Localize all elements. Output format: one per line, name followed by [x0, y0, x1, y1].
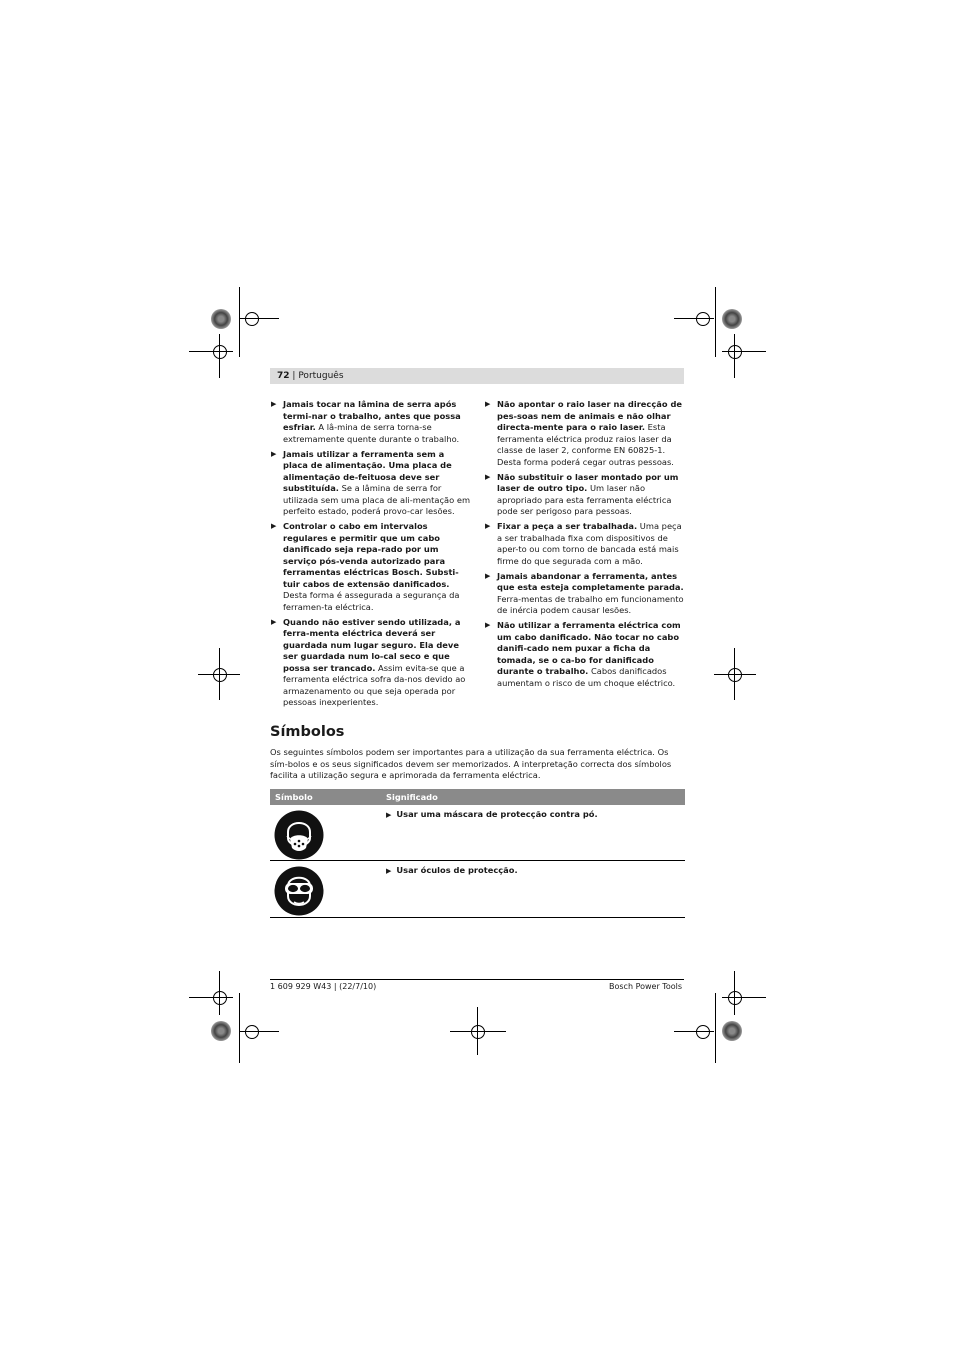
list-item: ▶ Jamais tocar na lâmina de serra após termi-nar o trabalho, antes que possa esfriar. A lâ-mina de serra torna-se extremamente quente durante o trabalho.	[271, 399, 461, 444]
crosshair-icon	[728, 668, 742, 682]
bullet-icon: ▶	[485, 400, 491, 408]
safety-goggles-icon	[274, 866, 324, 916]
color-target-icon	[722, 1021, 742, 1041]
table-row	[270, 861, 685, 918]
list-item: ▶ Controlar o cabo em intervalos regulares e permitir que um cabo danificado seja repa-rado por um serviço pós-venda autorizado para ferramentas eléctricas Bosch. Substi-tuir cabos de extensão danificados. Desta forma é assegurada a segurança da ferramen-ta eléctrica.	[271, 521, 460, 612]
bullet-icon: ▶	[386, 867, 392, 875]
crosshair-icon	[696, 1025, 710, 1039]
footer-brand: Bosch Power Tools	[609, 982, 682, 991]
symbols-table	[270, 789, 685, 918]
list-item: ▶ Não substituir o laser montado por um laser de outro tipo. Um laser não apropriado para esta ferramenta eléctrica pode ser perigoso para pessoas.	[485, 471, 679, 516]
footer-divider	[270, 979, 684, 980]
left-column	[271, 399, 471, 712]
page-header	[270, 368, 684, 384]
bullet-icon: ▶	[485, 472, 491, 481]
crosshair-icon	[213, 991, 227, 1005]
header-language: Português	[298, 371, 344, 381]
list-item: ▶ Quando não estiver sendo utilizada, a ferra-menta eléctrica deverá ser guardada num lugar seguro. Ela deve ser guardada num lo-cal seco e que possa ser trancado. Assim evita-se que a ferramenta eléctrica sofra da-nos devido ao armazenamento ou que seja operada por pessoas inexperientes.	[271, 616, 466, 707]
crosshair-icon	[213, 345, 227, 359]
bullet-icon: ▶	[485, 621, 491, 629]
dust-mask-icon	[274, 810, 324, 860]
column-header-meaning: Significado	[386, 792, 438, 802]
list-item: ▶ Fixar a peça a ser trabalhada. Uma peça a ser trabalhada fixa com dispositivos de aper-to ou com torno de bancada está mais firme do que segurada com a mão.	[485, 521, 682, 566]
bullet-icon: ▶	[271, 400, 277, 408]
list-item: ▶ Jamais utilizar a ferramenta sem a placa de alimentação. Uma placa de alimentação de-feituosa deve ser substituída. Se a lâmina de serra for utilizada sem uma placa de ali-mentação em perfeito estado, poderá provo-car lesões.	[271, 448, 471, 516]
header-separator: |	[292, 371, 296, 381]
color-target-icon	[722, 309, 742, 329]
column-header-symbol: Símbolo	[275, 792, 313, 802]
crosshair-icon	[245, 312, 259, 326]
crosshair-icon	[471, 1025, 485, 1039]
bullet-icon: ▶	[485, 522, 491, 530]
table-header	[270, 789, 685, 805]
page-number: 72	[277, 371, 290, 381]
list-item: ▶ Jamais abandonar a ferramenta, antes que esta esteja completamente parada. Ferra-mentas de trabalho em funcionamento de inércia podem causar lesões.	[485, 570, 684, 615]
bullet-icon: ▶	[271, 522, 277, 530]
symbol-meaning: ▶ Usar uma máscara de protecção contra pó.	[386, 809, 598, 819]
list-item: ▶ Não apontar o raio laser na direcção de pes-soas nem de animais e não olhar directa-mente para o raio laser. Esta ferramenta eléctrica produz raios laser da classe de laser 2, conforme EN 60825-1. Desta forma poderá cegar outras pessoas.	[485, 399, 683, 467]
bullet-icon: ▶	[271, 617, 277, 626]
section-title: Símbolos	[270, 724, 345, 740]
table-row	[270, 805, 685, 861]
color-target-icon	[211, 1021, 231, 1041]
footer-doc-number: 1 609 929 W43 | (22/7/10)	[270, 982, 377, 991]
section-intro: Os seguintes símbolos podem ser importantes para a utilização da sua ferramenta eléctrica. Os sím-bolos e os seus significados devem ser memorizados. A interpretação correcta dos símbolos facilita a utilização segura e aprimorada da ferramenta eléctrica.	[270, 747, 672, 781]
crosshair-icon	[728, 345, 742, 359]
right-column	[485, 399, 685, 693]
bullet-icon: ▶	[485, 571, 491, 580]
crosshair-icon	[728, 991, 742, 1005]
crosshair-icon	[213, 668, 227, 682]
crosshair-icon	[245, 1025, 259, 1039]
bullet-icon: ▶	[271, 449, 277, 458]
color-target-icon	[211, 309, 231, 329]
symbol-meaning: ▶ Usar óculos de protecção.	[386, 865, 518, 875]
list-item: ▶ Não utilizar a ferramenta eléctrica com um cabo danificado. Não tocar no cabo danifi-cado nem puxar a ficha da tomada, se o ca-bo for danificado durante o trabalho. Cabos danificados aumentam o risco de um choque eléctrico.	[485, 620, 681, 688]
bullet-icon: ▶	[386, 811, 392, 819]
crosshair-icon	[696, 312, 710, 326]
